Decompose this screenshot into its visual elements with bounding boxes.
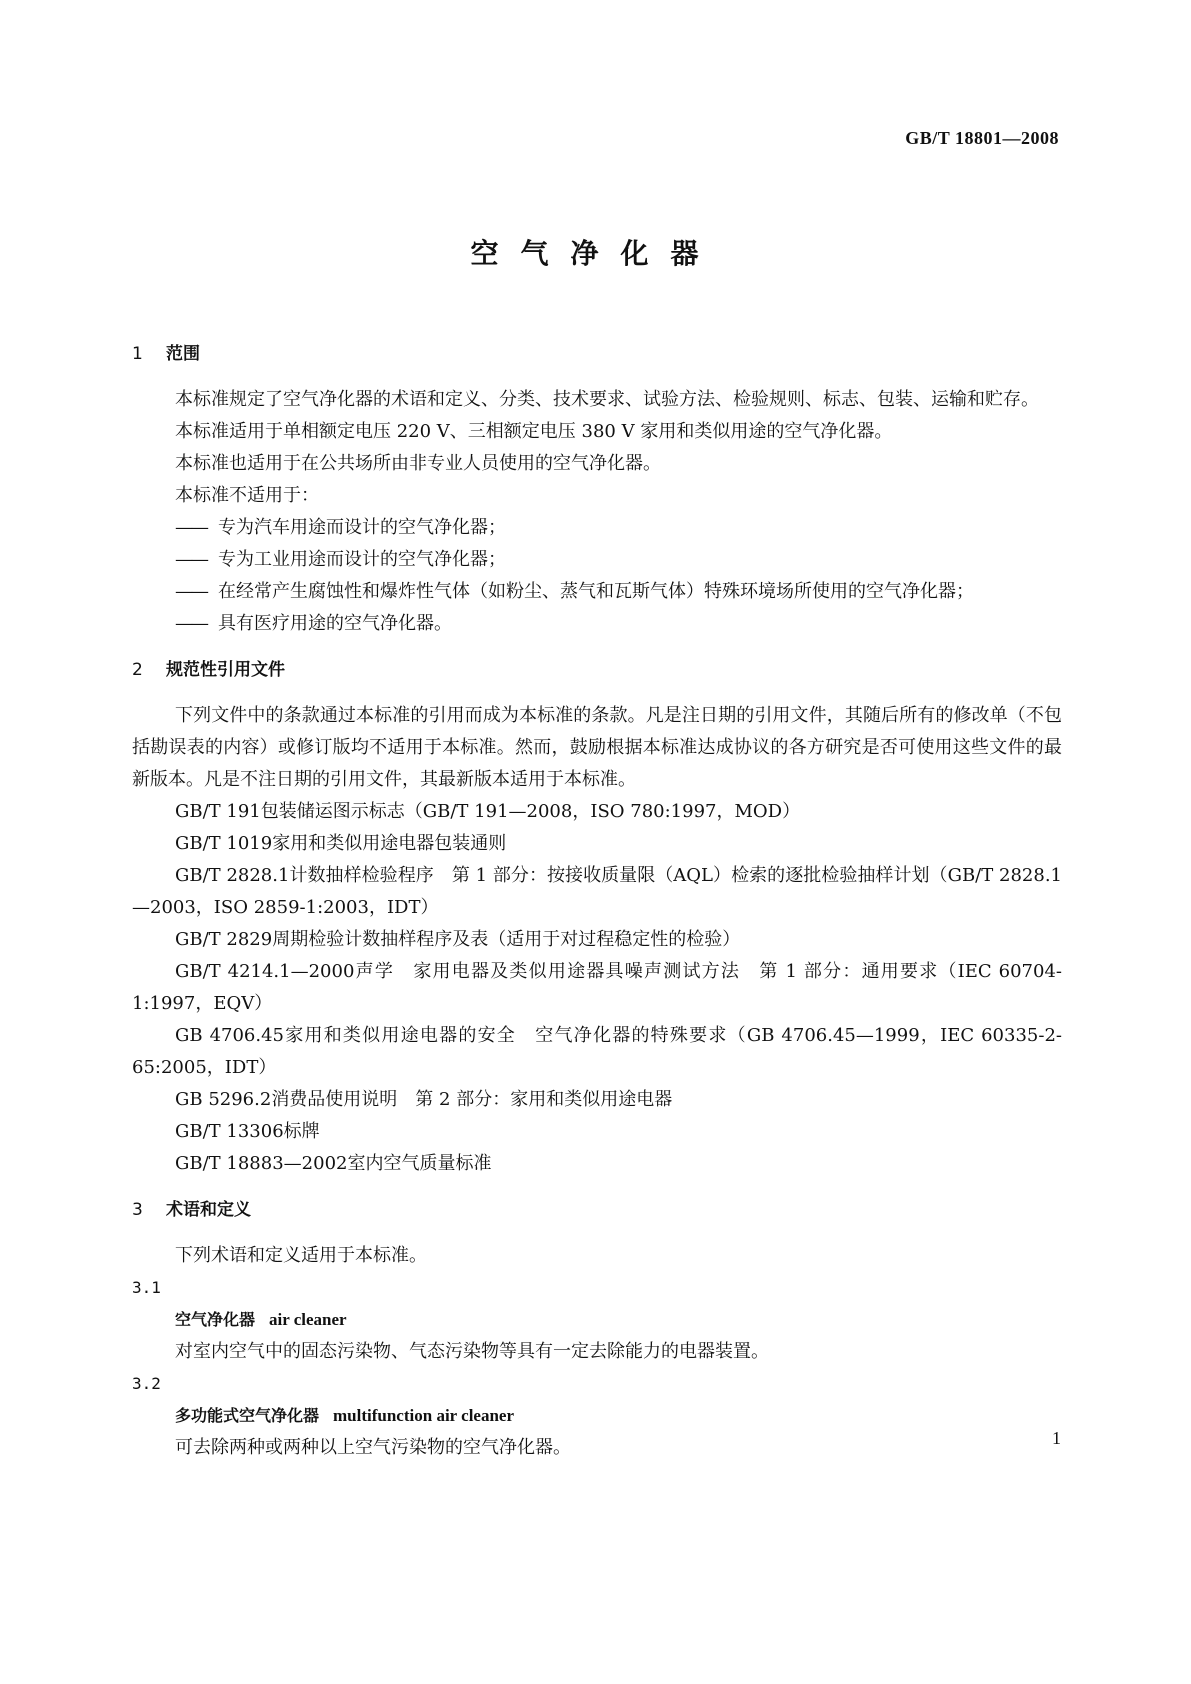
standard-code: GB/T 18801—2008 (905, 128, 1059, 148)
scope-paragraph-4: 本标准不适用于： (175, 485, 319, 506)
scope-paragraph-3: 本标准也适用于在公共场所由非专业人员使用的空气净化器。 (175, 453, 661, 474)
section-number: 2 (132, 660, 143, 680)
term-definition: 对室内空气中的固态污染物、气态污染物等具有一定去除能力的电器装置。 (175, 1341, 769, 1362)
dash-marker: —— (175, 549, 207, 570)
section-title: 术语和定义 (166, 1200, 251, 1220)
dash-marker: —— (175, 613, 207, 634)
section-title: 范围 (166, 344, 200, 364)
exclusion-item: —— 在经常产生腐蚀性和爆炸性气体（如粉尘、蒸气和瓦斯气体）特殊环境场所使用的空气净化器； (175, 576, 1062, 608)
references-intro: 下列文件中的条款通过本标准的引用而成为本标准的条款。凡是注日期的引用文件，其随后所有的修改单（不包括勘误表的内容）或修订版均不适用于本标准。然而，鼓励根据本标准达成协议的各方研究是否可使用这些文件的最新版本。凡是不注日期的引用文件，其最新版本适用于本标准。 (132, 705, 1062, 790)
reference-item: GB/T 191包装储运图示标志（GB/T 191—2008，ISO 780:1997，MOD） (175, 801, 801, 822)
term-number: 3.1 (132, 1278, 161, 1297)
term-name-english: multifunction air cleaner (333, 1406, 515, 1425)
scope-paragraph-2: 本标准适用于单相额定电压 220 V、三相额定电压 380 V 家用和类似用途的空气净化器。 (175, 421, 893, 442)
term-name: 空气净化器 air cleaner (175, 1310, 347, 1329)
exclusion-item: —— 具有医疗用途的空气净化器。 (175, 608, 1062, 640)
document-body (132, 338, 1062, 1464)
reference-item: GB/T 4214.1—2000声学 家用电器及类似用途器具噪声测试方法 第 1 部分：通用要求（IEC 60704-1:1997，EQV） (132, 961, 1062, 1014)
section-title: 规范性引用文件 (166, 660, 285, 680)
dash-marker: —— (175, 517, 207, 538)
section-heading-scope (132, 338, 1062, 370)
reference-item: GB/T 2828.1计数抽样检验程序 第 1 部分：按接收质量限（AQL）检索的逐批检验抽样计划（GB/T 2828.1—2003，ISO 2859-1:2003，IDT） (132, 865, 1063, 918)
exclusion-item: —— 专为汽车用途而设计的空气净化器； (175, 512, 1062, 544)
section-number: 1 (132, 344, 143, 364)
reference-item: GB 4706.45家用和类似用途电器的安全 空气净化器的特殊要求（GB 4706.45—1999，IEC 60335-2-65:2005，IDT） (132, 1025, 1062, 1078)
reference-item: GB/T 1019家用和类似用途电器包装通则 (175, 833, 507, 854)
term-definition: 可去除两种或两种以上空气污染物的空气净化器。 (175, 1437, 571, 1458)
scope-paragraph-1: 本标准规定了空气净化器的术语和定义、分类、技术要求、试验方法、检验规则、标志、包装、运输和贮存。 (175, 389, 1039, 410)
reference-item: GB/T 18883—2002室内空气质量标准 (175, 1153, 492, 1174)
section-number: 3 (132, 1200, 143, 1220)
term-name-english: air cleaner (269, 1310, 347, 1329)
term-name: 多功能式空气净化器 multifunction air cleaner (175, 1406, 515, 1425)
section-heading-terms (132, 1194, 1062, 1226)
dash-marker: —— (175, 581, 207, 602)
page-number: 1 (1052, 1428, 1061, 1448)
section-heading-normative-references (132, 654, 1062, 686)
reference-item: GB 5296.2消费品使用说明 第 2 部分：家用和类似用途电器 (175, 1089, 673, 1110)
exclusion-item: —— 专为工业用途而设计的空气净化器； (175, 544, 1062, 576)
terms-intro: 下列术语和定义适用于本标准。 (175, 1245, 427, 1266)
reference-item: GB/T 2829周期检验计数抽样程序及表（适用于对过程稳定性的检验） (175, 929, 741, 950)
term-number: 3.2 (132, 1374, 161, 1393)
reference-item: GB/T 13306标牌 (175, 1121, 320, 1142)
document-title: 空气净化器 (470, 237, 721, 270)
